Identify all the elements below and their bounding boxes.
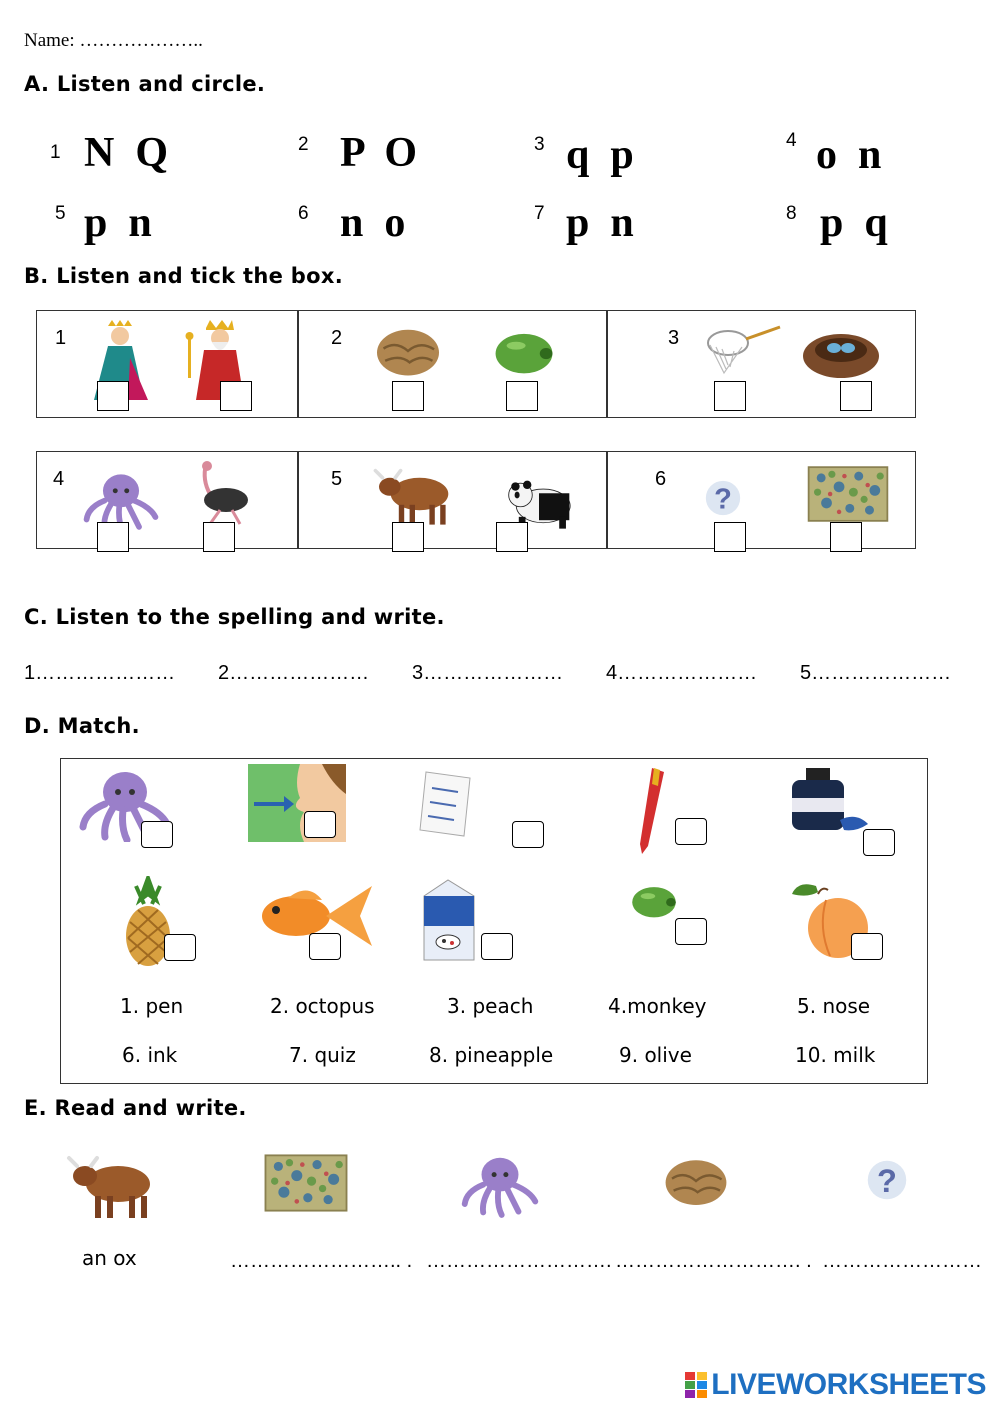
- cell-number: 2: [331, 327, 343, 349]
- question-icon: [850, 1150, 924, 1210]
- tick-table-row-1: [36, 310, 916, 418]
- name-line: Name: ………………..: [24, 30, 203, 51]
- spelling-answer-line[interactable]: 5…………………: [800, 662, 952, 684]
- section-e-title: E. Read and write.: [24, 1096, 247, 1120]
- cell-number: 3: [668, 327, 680, 349]
- cell-number: 5: [331, 468, 343, 490]
- ox-icon: [370, 458, 460, 530]
- item-number: 2: [298, 134, 309, 155]
- tick-box[interactable]: [830, 522, 862, 552]
- logo-mark-icon: [685, 1372, 707, 1398]
- liveworksheets-logo: [685, 1368, 986, 1402]
- match-box[interactable]: [164, 934, 196, 961]
- match-word: 4.monkey: [608, 994, 707, 1018]
- section-d-title: D. Match.: [24, 714, 140, 738]
- tick-box[interactable]: [714, 381, 746, 411]
- item-number: 7: [534, 203, 545, 224]
- match-word: 2. octopus: [270, 994, 375, 1018]
- spelling-answer-line[interactable]: 2…………………: [218, 662, 370, 684]
- item-number: 6: [298, 203, 309, 224]
- nest-icon: [800, 320, 882, 382]
- tick-box[interactable]: [203, 522, 235, 552]
- answer-example: an ox: [82, 1246, 137, 1270]
- match-box[interactable]: [309, 933, 341, 960]
- letter-pair[interactable]: N Q: [84, 130, 168, 176]
- tick-box[interactable]: [506, 381, 538, 411]
- match-box[interactable]: [481, 933, 513, 960]
- letter-pair[interactable]: p n: [84, 200, 152, 246]
- ink-icon: [786, 768, 870, 840]
- net-icon: [702, 325, 782, 381]
- match-word: 3. peach: [447, 994, 534, 1018]
- answer-line[interactable]: ……………………: [822, 1250, 982, 1272]
- match-box[interactable]: [141, 821, 173, 848]
- tick-box[interactable]: [97, 381, 129, 411]
- match-box[interactable]: [863, 829, 895, 856]
- cell-number: 4: [53, 468, 65, 490]
- item-number: 4: [786, 130, 797, 151]
- divider: [606, 451, 608, 549]
- tick-box[interactable]: [496, 522, 528, 552]
- section-b-title: B. Listen and tick the box.: [24, 264, 343, 288]
- spelling-answer-line[interactable]: 3…………………: [412, 662, 564, 684]
- match-word: 8. pineapple: [429, 1043, 554, 1067]
- ox-icon: [58, 1144, 168, 1224]
- match-word: 7. quiz: [289, 1043, 356, 1067]
- pen-icon: [630, 766, 670, 856]
- tick-box[interactable]: [220, 381, 252, 411]
- match-word: 9. olive: [619, 1043, 692, 1067]
- match-word: 5. nose: [797, 994, 871, 1018]
- spelling-answer-line[interactable]: 4…………………: [606, 662, 758, 684]
- section-c-title: C. Listen to the spelling and write.: [24, 605, 445, 629]
- tick-box[interactable]: [392, 522, 424, 552]
- match-word: 1. pen: [120, 994, 184, 1018]
- olive-icon: [484, 322, 564, 382]
- match-box[interactable]: [512, 821, 544, 848]
- walnut-icon: [656, 1150, 736, 1212]
- tick-box[interactable]: [392, 381, 424, 411]
- divider: [606, 310, 608, 418]
- item-number: 3: [534, 134, 545, 155]
- match-box[interactable]: [304, 811, 336, 838]
- divider: [297, 451, 299, 549]
- match-word: 10. milk: [795, 1043, 876, 1067]
- match-box[interactable]: [675, 818, 707, 845]
- letter-pair[interactable]: q p: [566, 132, 634, 178]
- section-a-title: A. Listen and circle.: [24, 72, 266, 96]
- answer-line[interactable]: ………………………. .: [615, 1250, 812, 1272]
- puzzle-icon: [254, 1148, 358, 1218]
- ostrich-icon: [180, 460, 260, 526]
- divider: [297, 310, 299, 418]
- walnut-icon: [366, 320, 450, 382]
- puzzle-icon: [796, 460, 900, 528]
- letter-pair[interactable]: p q: [820, 200, 888, 246]
- cell-number: 1: [55, 327, 67, 349]
- tick-table-row-2: [36, 451, 916, 549]
- item-number: 8: [786, 203, 797, 224]
- answer-line[interactable]: …………………….. .: [230, 1250, 413, 1272]
- answer-line[interactable]: ……………………….: [426, 1250, 612, 1272]
- tick-box[interactable]: [97, 522, 129, 552]
- spelling-answer-line[interactable]: 1…………………: [24, 662, 176, 684]
- item-number: 5: [55, 203, 66, 224]
- octopus-icon: [458, 1148, 542, 1218]
- letter-pair[interactable]: P O: [340, 130, 418, 176]
- match-box[interactable]: [851, 933, 883, 960]
- match-box[interactable]: [675, 918, 707, 945]
- cell-number: 6: [655, 468, 667, 490]
- match-word: 6. ink: [122, 1043, 178, 1067]
- letter-pair[interactable]: o n: [816, 132, 882, 178]
- quiz-icon: [418, 768, 478, 840]
- tick-box[interactable]: [840, 381, 872, 411]
- tick-box[interactable]: [714, 522, 746, 552]
- milk-icon: [418, 878, 480, 962]
- letter-pair[interactable]: p n: [566, 200, 634, 246]
- letter-pair[interactable]: n o: [340, 200, 406, 246]
- logo-text: LIVEWORKSHEETS: [711, 1368, 986, 1401]
- item-number: 1: [50, 142, 61, 163]
- question-icon: [690, 468, 756, 528]
